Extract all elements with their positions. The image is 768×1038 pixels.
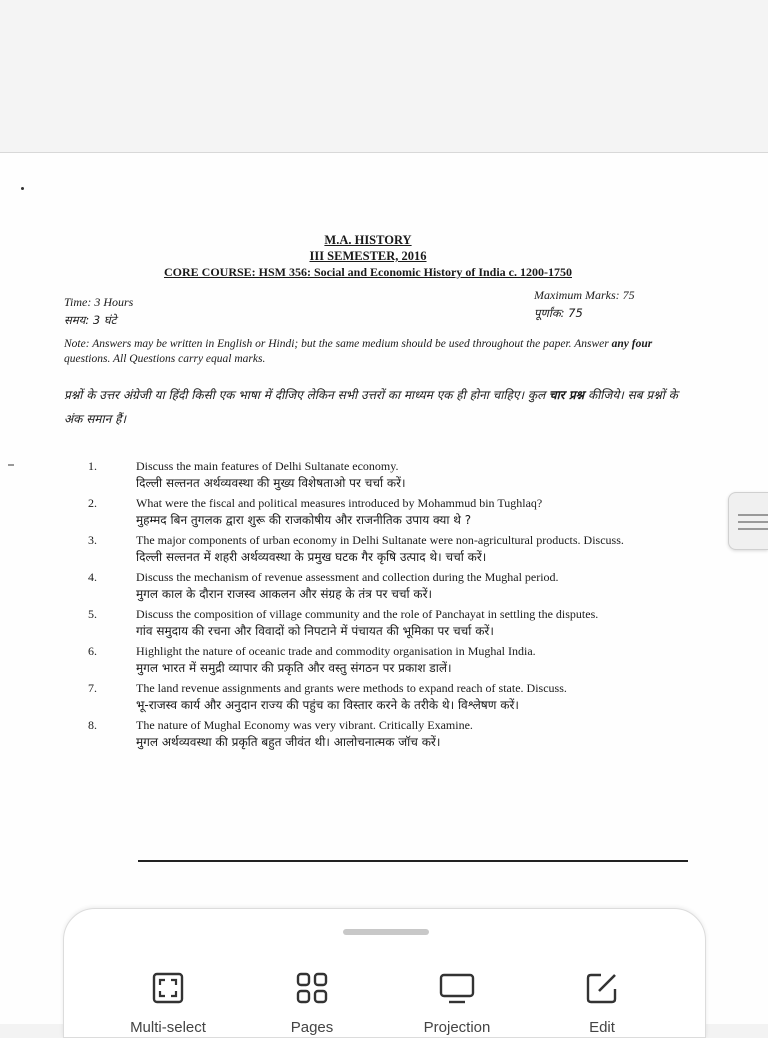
header-semester: III SEMESTER, 2016: [309, 249, 427, 263]
question-number: 8.: [88, 718, 97, 732]
edit-label: Edit: [589, 1019, 615, 1036]
scan-speck: [21, 187, 24, 190]
question-text-hi: दिल्ली सल्तनत में शहरी अर्थव्यवस्था के प्रमुख घटक गैर कृषि उत्पाद थे। चर्चा करें।: [136, 550, 487, 564]
monitor-icon: [438, 971, 476, 1005]
question-item: [88, 459, 688, 493]
multi-select-button[interactable]: [118, 971, 218, 1036]
question-number: 2.: [88, 496, 97, 510]
question-list: [88, 459, 688, 752]
note-hindi: [64, 383, 688, 431]
question-text-hi: मुगल काल के दौरान राजस्व आकलन और संग्रह के तंत्र पर चर्चा करें।: [136, 587, 433, 601]
header-course: CORE COURSE: HSM 356: Social and Economic History of India c. 1200-1750: [163, 265, 572, 279]
marks-hi: पूर्णांक: 75: [534, 306, 583, 320]
note-english: [64, 337, 684, 367]
question-item: [88, 570, 688, 604]
bottom-toolbar-sheet: [63, 908, 706, 1038]
question-text-hi: भू-राजस्व कार्य और अनुदान राज्य की पहुंच का विस्तार करने के तरीके थे। विश्लेषण करें।: [136, 698, 519, 712]
end-rule: [138, 860, 688, 862]
question-number: 6.: [88, 644, 97, 658]
question-text-en: Discuss the main features of Delhi Sultanate economy.: [136, 459, 399, 473]
grid-icon: [295, 971, 329, 1005]
marks-en: Maximum Marks: 75: [534, 288, 635, 302]
exam-header: [0, 232, 736, 280]
handle-line: [738, 521, 768, 523]
viewer-top-area: [0, 0, 768, 152]
question-number: 4.: [88, 570, 97, 584]
handle-line: [738, 528, 768, 530]
multi-select-label: Multi-select: [130, 1019, 206, 1036]
document-page: [0, 152, 768, 1024]
sheet-grabber[interactable]: [343, 929, 429, 935]
question-text-en: What were the fiscal and political measures introduced by Mohammud bin Tughlaq?: [136, 496, 543, 510]
handle-line: [738, 514, 768, 516]
question-text-en: The major components of urban economy in Delhi Sultanate were non-agricultural products. Discuss.: [136, 533, 624, 547]
question-item: [88, 496, 688, 530]
time-block: [64, 293, 133, 329]
side-menu-handle[interactable]: [728, 492, 768, 550]
question-text-en: Discuss the mechanism of revenue assessment and collection during the Mughal period.: [136, 570, 559, 584]
edit-icon: [585, 971, 619, 1005]
question-item: [88, 718, 688, 752]
question-item: [88, 644, 688, 678]
scan-mark: [8, 464, 14, 466]
question-text-hi: दिल्ली सल्तनत अर्थव्यवस्था की मुख्य विशेषताओ पर चर्चा करें।: [136, 476, 406, 490]
question-number: 1.: [88, 459, 97, 473]
projection-label: Projection: [423, 1019, 491, 1036]
question-item: [88, 607, 688, 641]
time-en: Time: 3 Hours: [64, 295, 134, 309]
question-text-hi: मुहम्मद बिन तुगलक द्वारा शुरू की राजकोषीय और राजनीतिक उपाय क्या थे ?: [136, 513, 472, 527]
note-en-bold: any four: [611, 338, 653, 350]
question-item: [88, 533, 688, 567]
fullscreen-icon: [151, 971, 185, 1005]
question-item: [88, 681, 688, 715]
question-text-hi: मुगल भारत में समुद्री व्यापार की प्रकृति और वस्तु संगठन पर प्रकाश डालें।: [136, 661, 452, 675]
question-text-hi: मुगल अर्थव्यवस्था की प्रकृति बहुत जीवंत थी। आलोचनात्मक जॉच करें।: [136, 735, 441, 749]
note-en-text-1: Note: Answers may be written in English or Hindi; but the same medium should be used throughout the paper. Answer: [64, 338, 612, 350]
edit-button[interactable]: [552, 971, 652, 1036]
pages-label: Pages: [290, 1019, 334, 1036]
note-en-text-2: questions. All Questions carry equal marks.: [64, 353, 266, 365]
note-hi-bold: चार प्रश्न: [549, 388, 585, 402]
header-program: M.A. HISTORY: [324, 233, 412, 247]
question-number: 3.: [88, 533, 97, 547]
note-hi-text-2: कीजिये। सब प्रश्नों के अंक समान हैं।: [64, 388, 678, 426]
question-text-en: Highlight the nature of oceanic trade and commodity organisation in Mughal India.: [136, 644, 536, 658]
projection-button[interactable]: [407, 971, 507, 1036]
question-text-en: The nature of Mughal Economy was very vibrant. Critically Examine.: [136, 718, 473, 732]
question-number: 5.: [88, 607, 97, 621]
time-hi: समय: 3 घंटे: [64, 313, 117, 327]
pages-button[interactable]: [262, 971, 362, 1036]
question-number: 7.: [88, 681, 97, 695]
marks-block: [534, 286, 635, 322]
question-text-en: Discuss the composition of village community and the role of Panchayat in settling the disputes.: [136, 607, 599, 621]
question-text-en: The land revenue assignments and grants were methods to expand reach of state. Discuss.: [136, 681, 567, 695]
note-hi-text-1: प्रश्नों के उत्तर अंग्रेजी या हिंदी किसी एक भाषा में दीजिए लेकिन सभी उत्तरों का माध्यम एक ही होना चाहिए। कुल: [64, 388, 550, 402]
question-text-hi: गांव समुदाय की रचना और विवादों को निपटाने में पंचायत की भूमिका पर चर्चा करें।: [136, 624, 494, 638]
